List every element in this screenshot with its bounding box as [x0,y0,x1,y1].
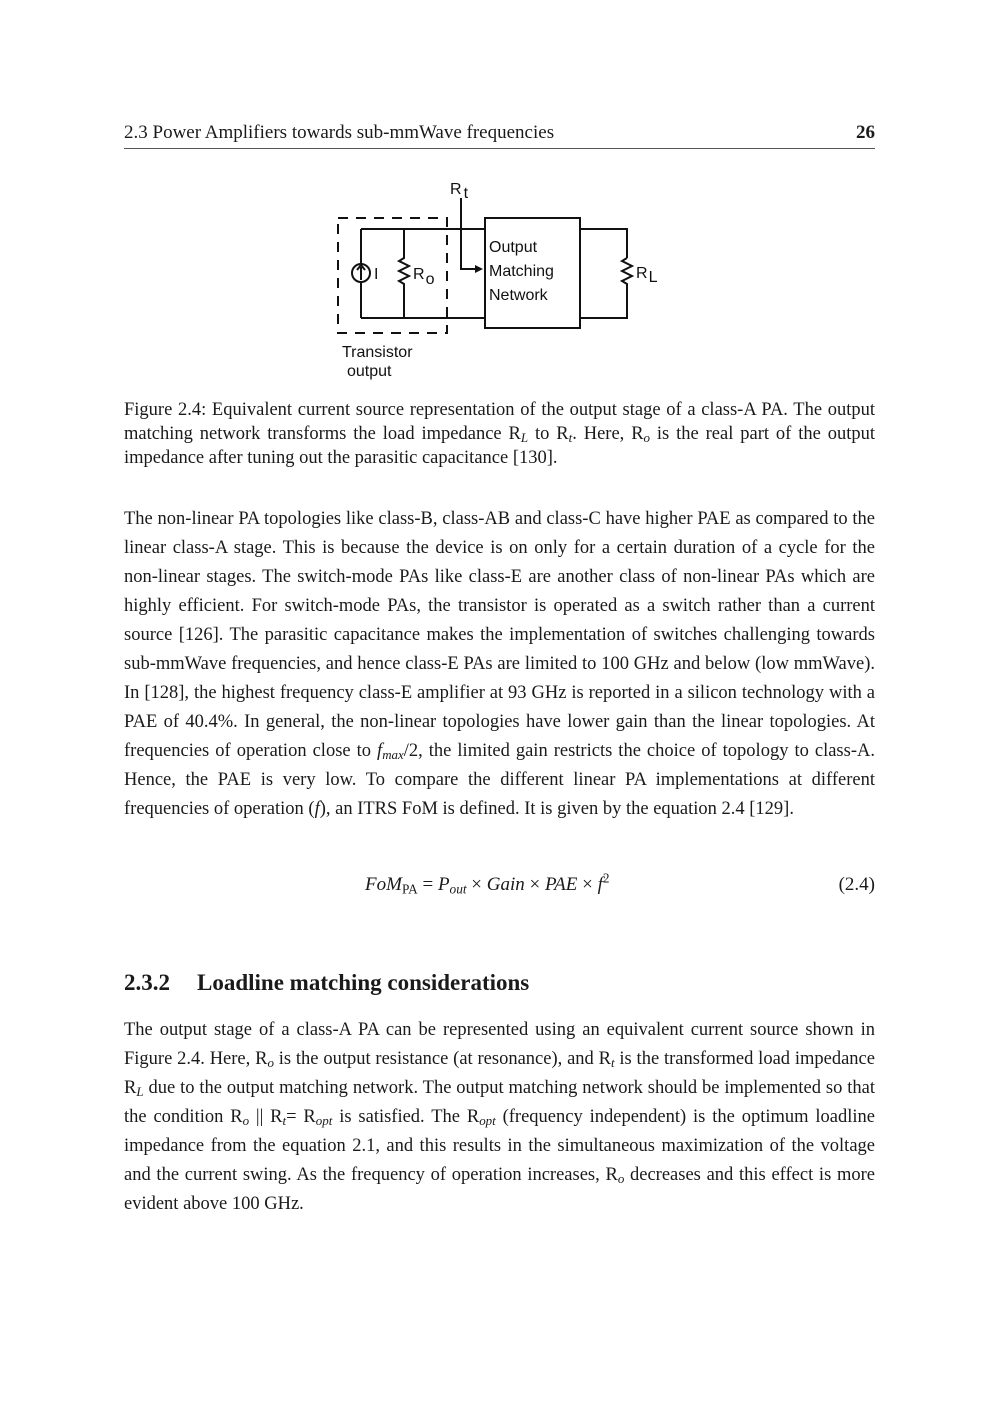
label-transistor-line2: output [347,363,392,380]
caption-sub: o [643,430,651,446]
eq-term: FoM [365,874,402,895]
paragraph-text: (frequency independent) is the optimum loadline impedance from the equation 2.1, and this results in the simultaneous maximization of the voltage and the current swing. As the frequency of operation increases, R [124,1107,875,1185]
paragraph-sub: o [617,1171,625,1187]
circuit-svg [320,170,680,390]
running-title: 2.3 Power Amplifiers towards sub-mmWave frequencies [124,122,555,143]
section-number: 2.3.2 [124,970,170,995]
eq-sub: out [449,881,467,897]
body-paragraph-2 [124,1016,875,1219]
eq-term: Gain [486,874,525,895]
equation-2-4 [124,870,875,904]
eq-operator: × [524,874,545,895]
paragraph-sub: t [610,1055,615,1071]
label-current-source: I [374,266,379,283]
label-box-line2: Matching [489,263,554,280]
paragraph-text: is the output resistance (at resonance), and R [273,1049,611,1069]
paragraph-sub: opt [479,1113,496,1129]
paragraph-text: = R [286,1107,316,1127]
paragraph-sub: opt [315,1113,333,1129]
caption-sub: t [568,430,573,446]
caption-text: . Here, R [572,424,644,445]
paragraph-text: is the transformed load impedance R [124,1049,875,1098]
label-rt: R t [450,181,469,202]
paragraph-text: ), an ITRS FoM is defined. It is given by the equation 2.4 [129]. [319,799,794,819]
paragraph-math: f [377,741,383,761]
resistor-rl-icon [622,258,632,288]
page-number: 26 [856,122,875,143]
caption-sub: L [520,430,529,446]
rt-indicator-line [461,198,476,269]
paragraph-text: is satisfied. The R [332,1107,480,1127]
caption-label: Figure 2.4: [124,400,207,420]
wire-bottom-right [580,288,627,318]
eq-term: PAE [544,874,578,895]
caption-text: is the real part of the output impedance after tuning out the parasitic capacitance [130]. [124,424,875,469]
figure-caption [124,398,875,471]
label-transistor-line1: Transistor [342,344,413,361]
eq-operator: = [417,874,438,895]
rt-arrow-head-icon [475,265,483,273]
wire-top-right [580,229,627,258]
eq-operator: × [577,874,598,895]
paragraph-text: decreases and this effect is more evident above 100 GHz. [124,1165,875,1214]
label-box-line1: Output [489,239,538,256]
resistor-ro-icon [399,229,409,318]
section-heading [124,970,529,996]
figure-circuit-diagram [320,170,680,390]
equation-number: (2.4) [838,874,875,895]
paragraph-sub: t [282,1113,287,1129]
paragraph-sub: o [242,1113,250,1129]
eq-term: P [437,874,450,895]
label-rl: RL [636,265,658,286]
paragraph-sub: L [136,1084,144,1100]
eq-operator: × [466,874,487,895]
paragraph-math-sub: max [382,747,404,763]
running-header [124,122,875,149]
current-arrow-icon [357,265,365,280]
caption-text: to R [528,424,569,445]
label-ro: Ro [413,266,435,288]
paragraph-math: f [314,799,320,819]
section-title: Loadline matching considerations [197,970,530,995]
paragraph-text: || R [249,1107,283,1127]
paragraph-text: due to the output matching network. The output matching network should be implemented so that the condition R [124,1078,875,1127]
eq-sup: 2 [602,870,610,886]
eq-term: f [597,874,603,895]
body-paragraph-1 [124,505,875,824]
caption-text: Equivalent current source representation of the output stage of a class-A PA. The output matching network transforms the load impedance R [124,400,875,445]
paragraph-sub: o [267,1055,274,1071]
paragraph-text: The output stage of a class-A PA can be represented using an equivalent current source shown in Figure 2.4. Here, R [124,1020,875,1069]
paragraph-text: /2, the limited gain restricts the choice of topology to class-A. Hence, the PAE is very low. To compare the different linear PA implementations at different frequencies of operation ( [124,741,875,819]
eq-sub: PA [401,881,418,897]
equation-body [365,870,610,897]
paragraph-text: The non-linear PA topologies like class-B, class-AB and class-C have higher PAE as compared to the linear class-A stage. This is because the device is on only for a certain duration of a cycle for the non-linear stages. The switch-mode PAs like class-E are another class of non-linear PAs which are highly efficient. For switch-mode PAs, the transistor is operated as a switch rather than a current source [126]. The parasitic capacitance makes the implementation of switches challenging towards sub-mmWave frequencies, and hence class-E PAs are limited to 100 GHz and below (low mmWave). In [128], the highest frequency class-E amplifier at 93 GHz is reported in a silicon technology with a PAE of 40.4%. In general, the non-linear topologies have lower gain than the linear topologies. At frequencies of operation close to [124,509,875,761]
label-box-line3: Network [489,287,548,304]
